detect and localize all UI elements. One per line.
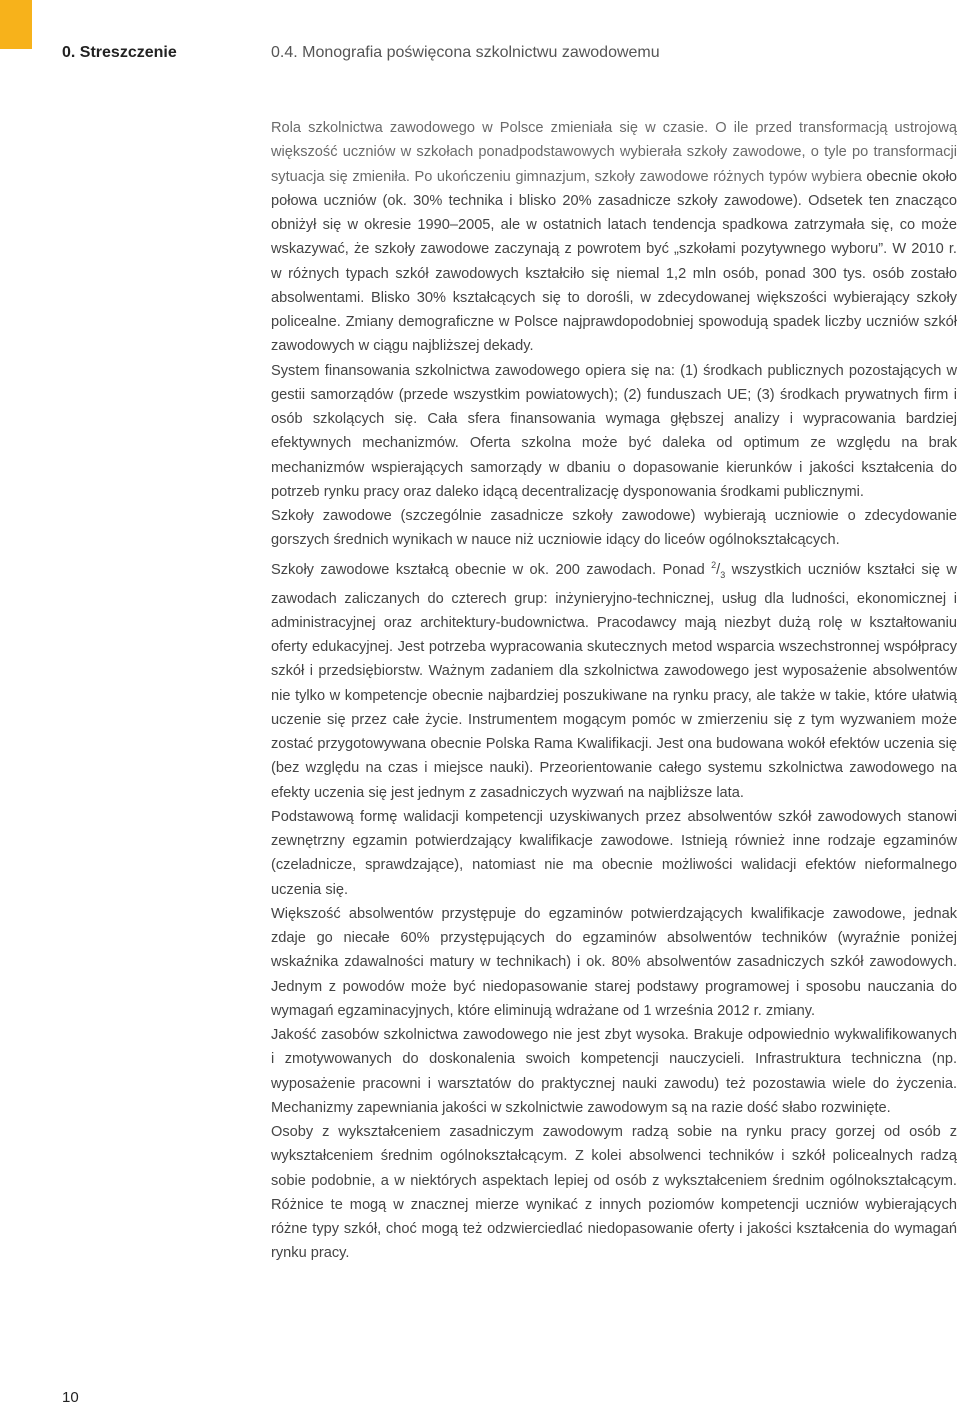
page-number: 10 xyxy=(62,1389,79,1406)
paragraph: System finansowania szkolnictwa zawodowego opiera się na: (1) środkach publicznych pozostających w gestii samorządów (przede wszystkim powiatowych); (2) funduszach UE; (3) środkach prywatnych firm i osób szkolących się. Cała sfera finansowania wymaga głębszej analizy i wypracowania bardziej efektywnych mechanizmów. Oferta szkolna może być daleka od optimum ze względu na brak mechanizmów wspierających samorządy w dbaniu o dopasowanie kierunków i jakości kształcenia do potrzeb rynku pracy oraz daleko idącą decentralizację dysponowania środkami publicznymi. xyxy=(271,362,957,500)
paragraph-rest: obecnie około połowa uczniów (ok. 30% technika i blisko 20% zasadnicze szkoły zawodowe). Odsetek ten znacząco obniżył się w okresie 1990–2005, ale w ostatnich latach tendencja spadkowa zatrzymała się, co może wskazywać, że szkoły zawodowe zaczynają z powrotem być „szkołami pozytywnego wyboru”. W 2010 r. w różnych typach szkół zawodowych kształciło się niemal 1,2 mln osób, ponad 300 tys. osób zostało absolwentami. Blisko 30% kształcących się to dorośli, w zdecydowanej większości wybierający szkoły policealne. Zmiany demograficzne w Polsce najprawdopodobniej spowodują spadek liczby uczniów szkół zawodowych w ciągu najbliższej dekady. xyxy=(271,168,957,355)
paragraph: Szkoły zawodowe kształcą obecnie w ok. 200 zawodach. Ponad $^2/_3$ wszystkich uczniów kształci się w zawodach zaliczanych do czterech grup: inżynieryjno-technicznej, usług dla ludności, ekonomicznej i administracyjnej oraz architektury-budownictwa. Pracodawcy mają niezbyt dużą rolę w kształtowaniu oferty edukacyjnej. Jest potrzeba wypracowania skutecznych metod wsparcia wszechstronnej współpracy szkół i przedsiębiorstw. Ważnym zadaniem dla szkolnictwa zawodowego jest wyposażenie absolwentów nie tylko w kompetencje obecnie najbardziej poszukiwane na rynku pracy, ale także w takie, które ułatwią uczenie się przez całe życie. Instrumentem mogącym pomóc w zmierzeniu się z tym wyzwaniem może zostać przygotowywana obecnie Polska Rama Kwalifikacji. Jest ona budowana wokół efektów uczenia się (bez względu na czas i miejsce nauki). Przeorientowanie całego systemu szkolnictwa zawodowego na efekty uczenia się jest jednym z zasadniczych wyzwań na najbliższe lata. xyxy=(271,559,957,801)
paragraph: Większość absolwentów przystępuje do egzaminów potwierdzających kwalifikacje zawodowe, jednak zdaje go niecałe 60% przystępujących do egzaminów absolwentów techników (wyraźnie poniżej wskaźnika zdawalności matury w technikach) i ok. 80% absolwentów zasadniczych szkół zawodowych. Jednym z powodów może być niedopasowanie starej podstawy programowej i sposobu nauczania do wymagań egzaminacyjnych, które eliminują wdrażane od 1 września 2012 r. zmiany. xyxy=(271,905,957,1019)
paragraph: Jakość zasobów szkolnictwa zawodowego nie jest zbyt wysoka. Brakuje odpowiednio wykwalifikowanych i zmotywowanych do doskonalenia swoich kompetencji nauczycieli. Infrastruktura techniczna (np. wyposażenie pracowni i warsztatów do praktycznej nauki zawodu) też pozostawia wiele do życzenia. Mechanizmy zapewniania jakości w szkolnictwie zawodowym są na razie dość słabo rozwinięte. xyxy=(271,1027,957,1116)
paragraph-lead: Rola szkolnictwa zawodowego w Polsce zmieniała się w czasie. O ile przed transformacją ustrojową większość uczniów w szkołach ponadpodstawowych wybierała szkoły zawodowe, o tyle po transformacji sytuacja się zmieniła. Po ukończeniu gimnazjum, szkoły zawodowe różnych typów wybiera xyxy=(271,120,957,185)
paragraph: Szkoły zawodowe (szczególnie zasadnicze szkoły zawodowe) wybierają uczniowie o zdecydowanie gorszych średnich wynikach w nauce niż uczniowie idący do liceów ogólnokształcących. xyxy=(271,508,957,549)
paragraph-part: Szkoły zawodowe kształcą obecnie w ok. 200 zawodach. Ponad xyxy=(271,561,712,578)
paragraph: Osoby z wykształceniem zasadniczym zawodowym radzą sobie na rynku pracy gorzej od osób z wykształceniem średnim ogólnokształcącym. Z kolei absolwenci techników i szkół policealnych radzą sobie podobnie, a w niektórych aspektach lepiej od osób z wykształceniem średnim ogólnokształcącym. Różnice te mogą w znacznej mierze wynikać z innych poziomów kompetencji uczniów wybierających różne typy szkół, choć mogą też odzwierciedlać niedopasowanie oferty i jakości kształcenia do wymagań rynku pracy. xyxy=(271,1124,957,1262)
paragraph-part: wszystkich uczniów kształci się w zawodach zaliczanych do czterech grup: inżynieryjno-technicznej, usług dla ludności, ekonomicznej i administracyjnej oraz architektury-budownictwa. Pracodawcy mają niezbyt dużą rolę w kształtowaniu oferty edukacyjnej. Jest potrzeba wypracowania skutecznych metod wsparcia wszechstronnej współpracy szkół i przedsiębiorstw. Ważnym zadaniem dla szkolnictwa zawodowego jest wyposażenie absolwentów nie tylko w kompetencje obecnie najbardziej poszukiwane na rynku pracy, ale także w takie, które ułatwią uczenie się przez całe życie. Instrumentem mogącym pomóc w zmierzeniu się z tym wyzwaniem może zostać przygotowywana obecnie Polska Rama Kwalifikacji. Jest ona budowana wokół efektów uczenia się (bez względu na czas i miejsce nauki). Przeorientowanie całego systemu szkolnictwa zawodowego na efekty uczenia się jest jednym z zasadniczych wyzwań na najbliższe lata. xyxy=(271,561,957,801)
section-title: 0.4. Monografia poświęcona szkolnictwu zawodowemu xyxy=(271,44,660,61)
paragraph xyxy=(271,116,957,359)
chapter-title: 0. Streszczenie xyxy=(62,44,177,61)
body-text xyxy=(271,116,957,1266)
fraction-numerator: 2 xyxy=(711,559,717,570)
paragraph: Podstawową formę walidacji kompetencji uzyskiwanych przez absolwentów szkół zawodowych stanowi zewnętrzny egzamin potwierdzający kwalifikacje zawodowe. Istnieją również inne rodzaje egzaminów (czeladnicze, sprawdzające), natomiast nie ma obecnie możliwości walidacji efektów nieformalnego uczenia się. xyxy=(271,808,957,898)
accent-block xyxy=(0,0,32,49)
fraction-denominator: 3 xyxy=(720,569,726,580)
